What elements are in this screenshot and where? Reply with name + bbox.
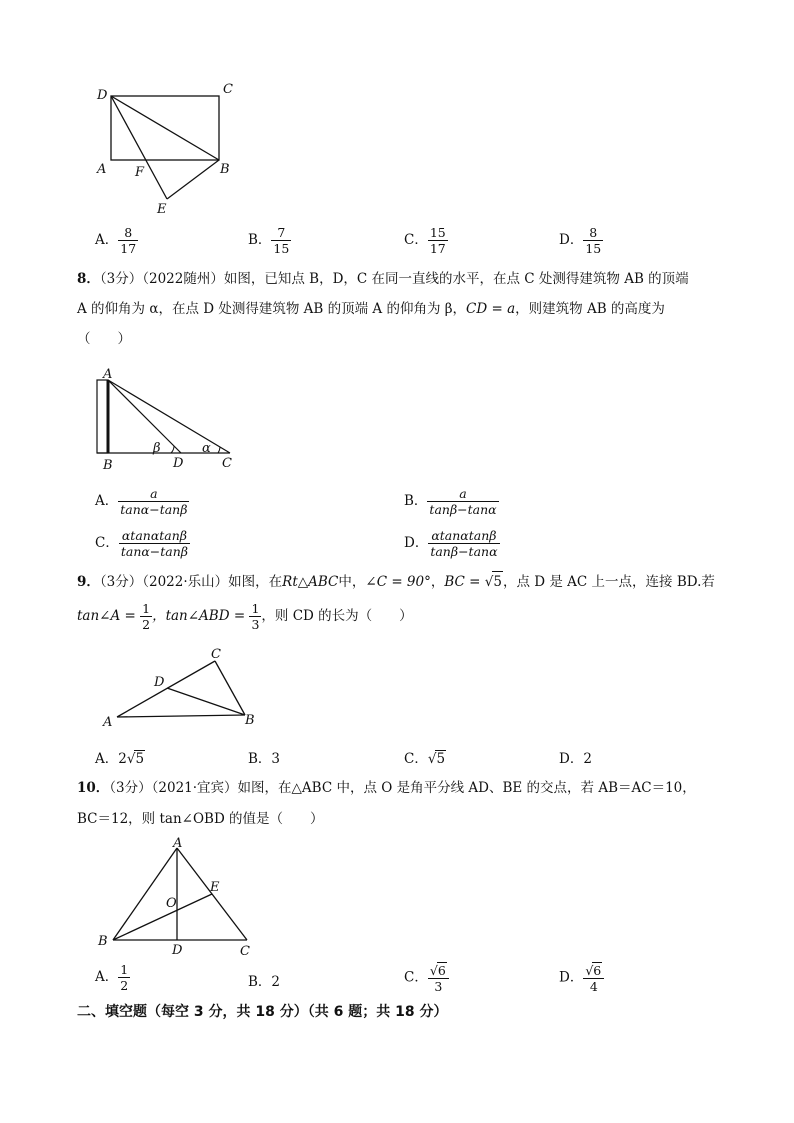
q9-segment-bd	[167, 688, 245, 715]
q7-option-b[interactable]: B． $\frac{7}{15}$	[248, 225, 290, 256]
q8-option-d[interactable]: D． $\frac{\alpha\tan\alpha\tan\beta}{\tan\beta-\tan\alpha}$	[404, 528, 498, 559]
q7-label-f: F	[135, 165, 145, 180]
q7-figure	[85, 75, 255, 220]
q10-label-a: A	[173, 836, 183, 851]
q7-label-d: D	[97, 88, 108, 103]
q8-label-b: B	[103, 458, 113, 473]
q8-figure	[85, 360, 255, 475]
q8-building	[97, 380, 108, 453]
q7-label-c: C	[223, 82, 233, 97]
q10-side-ab	[113, 848, 177, 940]
q7-option-a[interactable]: A． $\frac{8}{17}$	[95, 225, 137, 256]
q8-option-c[interactable]: C． $\frac{\alpha\tan\alpha\tan\beta}{\tan\alpha-\tan\beta}$	[95, 528, 189, 559]
q9-side-cb	[215, 661, 245, 715]
q7-line-eb	[167, 160, 219, 199]
q8-line-2: A 的仰角为 α，在点 D 处测得建筑物 AB 的顶端 A 的仰角为 β，CD = a，则建筑物 AB 的高度为	[77, 301, 665, 317]
q10-line-1: 10．（3分）（2021·宜宾）如图，在△ABC 中，点 O 是角平分线 AD、BE 的交点，若 AB＝AC＝10，	[77, 780, 696, 796]
q8-option-a[interactable]: A． $\frac{a}{\tan\alpha-\tan\beta}$	[95, 486, 188, 517]
q8-angle-beta-arc	[171, 446, 174, 453]
q10-label-b: B	[98, 934, 108, 949]
q7-option-d[interactable]: D． $\frac{8}{15}$	[559, 225, 602, 256]
q8-label-alpha: α	[202, 441, 211, 456]
q7-line-de	[111, 96, 167, 199]
q9-option-c[interactable]: C．√5	[404, 751, 446, 767]
q10-bisector-be	[113, 894, 212, 940]
q9-label-a: A	[103, 715, 113, 730]
q10-label-c: C	[240, 944, 250, 959]
q8-label-c: C	[222, 456, 232, 471]
q9-label-d: D	[154, 675, 165, 690]
q8-line-1: 8．（3分）（2022随州）如图，已知点 B，D，C 在同一直线的水平，在点 C 处测得建筑物 AB 的顶端	[77, 271, 689, 287]
q10-label-e: E	[210, 880, 220, 895]
q10-option-a[interactable]: A． $\frac{1}{2}$	[95, 962, 129, 993]
q8-option-b[interactable]: B． $\frac{a}{\tan\beta-\tan\alpha}$	[404, 486, 497, 517]
q9-side-ab	[117, 715, 245, 717]
q10-label-o: O	[166, 896, 177, 911]
q8-answer-paren: （ ）	[77, 331, 131, 347]
q8-label-d: D	[173, 456, 184, 471]
q10-figure	[90, 835, 265, 963]
q9-label-c: C	[211, 647, 221, 662]
q7-diagonal-db	[111, 96, 219, 160]
q9-figure	[95, 640, 270, 735]
q9-option-a[interactable]: A．2√5	[95, 751, 145, 767]
q8-label-a: A	[103, 367, 113, 382]
q7-option-c[interactable]: C． $\frac{15}{17}$	[404, 225, 446, 256]
q10-option-b[interactable]: B．2	[248, 974, 281, 990]
q10-option-d[interactable]: D． $\frac{√6}{4}$	[559, 962, 604, 994]
q9-side-ac	[117, 661, 215, 717]
q10-option-c[interactable]: C． $\frac{√6}{3}$	[404, 962, 449, 994]
q10-line-2: BC＝12，则 tan∠OBD 的值是（ ）	[77, 811, 324, 827]
q9-line-2: tan∠A = $\frac{1}{2}$ ，tan∠ABD = $\frac{1}{3}$ ，则 CD 的长为（ ）	[77, 601, 413, 632]
q10-label-d: D	[172, 943, 183, 958]
q7-label-a: A	[97, 162, 107, 177]
q8-angle-alpha-arc	[218, 447, 220, 453]
q9-line-1: 9．（3分）（2022·乐山）如图，在Rt△ABC中，∠C = 90°，BC = √5，点 D 是 AC 上一点，连接 BD.若	[77, 571, 715, 592]
q9-label-b: B	[245, 713, 255, 728]
q9-option-d[interactable]: D．2	[559, 751, 592, 767]
q7-label-b: B	[220, 162, 230, 177]
q7-label-e: E	[157, 202, 167, 217]
q8-label-beta: β	[153, 441, 161, 456]
q9-option-b[interactable]: B．3	[248, 751, 281, 767]
section-2-title: 二、填空题（每空 3 分，共 18 分）（共 6 题；共 18 分）	[77, 1004, 448, 1020]
q8-line-ac	[108, 380, 230, 453]
